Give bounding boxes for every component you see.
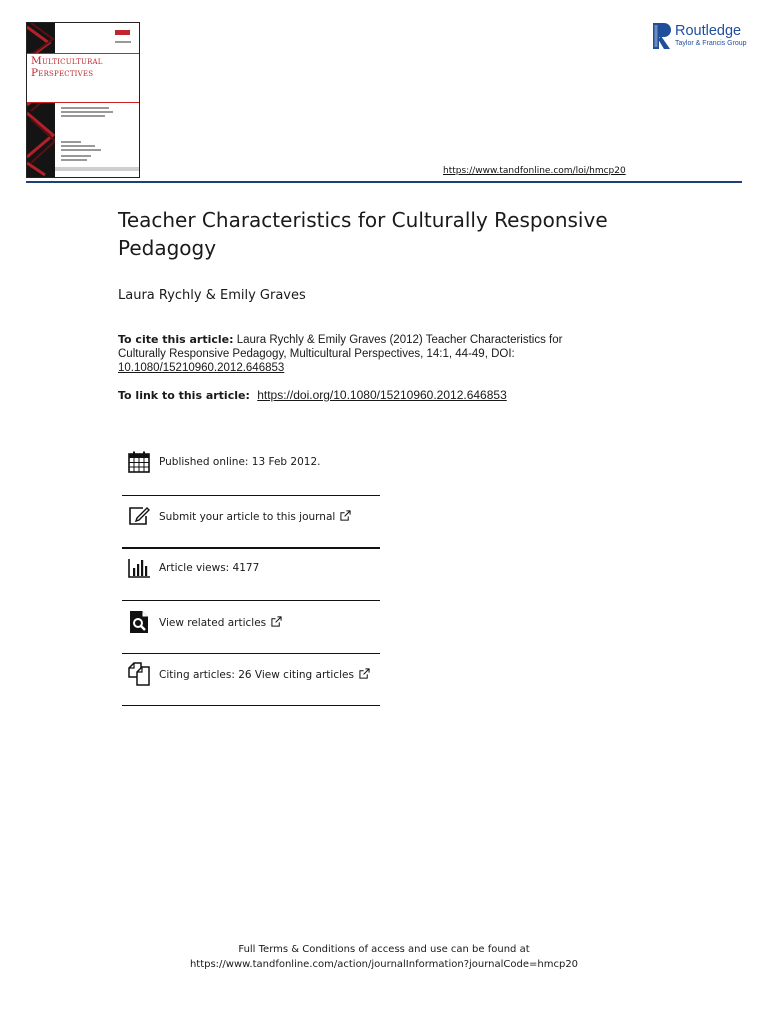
cover-journal-name: Multicultural Perspectives xyxy=(31,55,103,79)
cover-issue-text xyxy=(115,41,131,43)
edit-icon xyxy=(127,504,151,528)
submit-article-label: Submit your article to this journal xyxy=(159,511,336,523)
divider xyxy=(122,705,380,706)
publisher-logo xyxy=(652,22,752,52)
view-related-link[interactable] xyxy=(159,616,282,629)
cover-tagline xyxy=(61,115,105,117)
divider xyxy=(122,600,380,601)
article-doi-link[interactable]: https://doi.org/10.1080/15210960.2012.646853 xyxy=(257,388,507,402)
cover-badge xyxy=(115,30,130,35)
divider xyxy=(122,547,380,549)
divider xyxy=(122,653,380,654)
citation-block xyxy=(118,333,568,375)
cover-tagline xyxy=(61,107,109,109)
calendar-icon xyxy=(127,450,151,474)
cite-label: To cite this article: xyxy=(118,333,234,346)
publisher-name: Routledge xyxy=(675,23,742,39)
cite-doi-link[interactable]: 10.1080/15210960.2012.646853 xyxy=(118,362,285,374)
cover-editor-text xyxy=(61,155,91,157)
cover-footer xyxy=(55,167,139,171)
routledge-logo-icon xyxy=(652,22,672,50)
external-link-icon xyxy=(359,668,370,679)
divider xyxy=(122,495,380,496)
terms-line: Full Terms & Conditions of access and use can be found at xyxy=(238,944,530,955)
cover-editor-text xyxy=(61,159,87,161)
article-title: Teacher Characteristics for Culturally Responsive Pedagogy xyxy=(118,208,608,260)
terms-url[interactable]: https://www.tandfonline.com/action/journalInformation?journalCode=hmcp20 xyxy=(189,959,579,970)
published-date: Published online: 13 Feb 2012. xyxy=(159,456,321,468)
link-label: To link to this article: xyxy=(118,389,250,402)
article-views: Article views: 4177 xyxy=(159,562,260,574)
terms-footer xyxy=(0,942,768,972)
cover-editor-text xyxy=(61,141,81,143)
citing-articles-icon xyxy=(127,662,151,686)
publisher-group: Taylor & Francis Group xyxy=(675,40,747,47)
citing-articles-link[interactable] xyxy=(159,668,370,681)
journal-url-link[interactable]: https://www.tandfonline.com/loi/hmcp20 xyxy=(443,166,626,176)
citing-articles-label: Citing articles: 26 View citing articles xyxy=(159,669,354,681)
bar-chart-icon xyxy=(127,556,151,580)
cite-text: Laura Rychly & Emily Graves (2012) Teacher Characteristics for Culturally Responsive Pedagogy, Multicultural Perspectives, 14:1, 44-49, DOI: xyxy=(118,334,563,360)
cover-tagline xyxy=(61,111,113,113)
cover-editor-text xyxy=(61,149,101,151)
search-document-icon xyxy=(127,610,151,634)
related-row[interactable] xyxy=(122,610,380,662)
view-related-label: View related articles xyxy=(159,617,267,629)
citing-row[interactable] xyxy=(122,662,380,714)
journal-cover xyxy=(26,22,140,178)
submit-article-link[interactable] xyxy=(159,510,351,523)
header-divider xyxy=(26,181,742,183)
cover-editor-text xyxy=(61,145,95,147)
external-link-icon xyxy=(340,510,351,521)
article-link-row xyxy=(118,388,507,402)
external-link-icon xyxy=(271,616,282,627)
article-authors: Laura Rychly & Emily Graves xyxy=(118,288,306,303)
